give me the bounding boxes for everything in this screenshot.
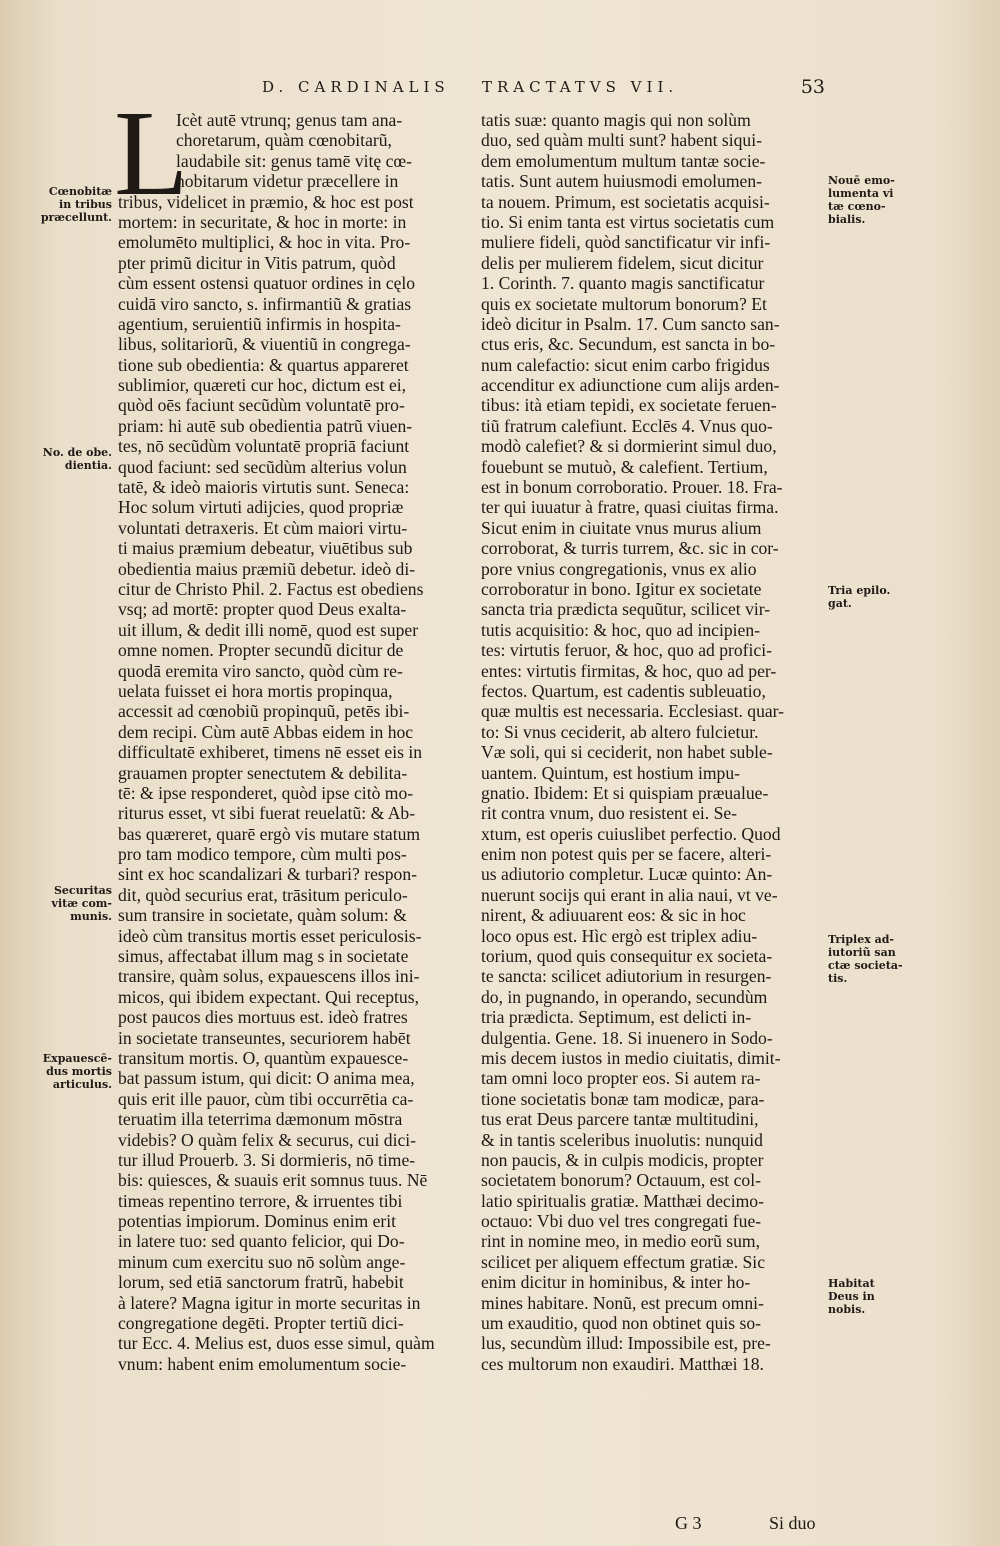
text-line: omne nomen. Propter secundũ dicitur de bbox=[118, 640, 404, 661]
text-line: fectos. Quartum, est cadentis subleuatio, bbox=[481, 680, 766, 701]
text-line: quis ex societate multorum bonorum? Et bbox=[481, 293, 767, 314]
text-line: uit illum, & dedit illi nomē, quod est super bbox=[118, 619, 419, 640]
margin-note-line: ctæ societa- bbox=[828, 959, 903, 972]
text-line: ideò dicitur in Psalm. 17. Cum sancto san- bbox=[481, 313, 780, 334]
text-line: minum cum exercitu suo nō solùm ange- bbox=[118, 1251, 406, 1272]
margin-note-right bbox=[828, 584, 906, 610]
text-line: micos, qui ibidem expectant. Qui receptus, bbox=[118, 986, 419, 1007]
text-line: latio spiritualis gratiæ. Matthæi decimo- bbox=[481, 1190, 764, 1211]
margin-note-line: præcellunt. bbox=[40, 211, 112, 224]
text-line: priam: hi autē sub obedientia patrũ viuen- bbox=[118, 415, 413, 436]
text-line: to: Si vnus ceciderit, ab altero fulcietur. bbox=[481, 721, 759, 742]
text-line: enim non potest quis per se facere, alteri- bbox=[481, 844, 772, 865]
margin-note-line: Securitas bbox=[53, 884, 112, 897]
text-line: vsq; ad mortē: propter quod Deus exalta- bbox=[118, 599, 407, 620]
text-line: tam omni loco propter eos. Si autem ra- bbox=[481, 1068, 761, 1089]
margin-note-right bbox=[828, 174, 906, 226]
text-line: corroboratur in bono. Igitur ex societate bbox=[481, 578, 762, 599]
margin-note-line: articulus. bbox=[52, 1078, 112, 1091]
text-line: potentias impiorum. Dominus enim erit bbox=[118, 1211, 397, 1232]
text-line: voluntati detraxeris. Et cùm maiori virtu- bbox=[118, 517, 408, 538]
margin-note-line: Deus in bbox=[828, 1290, 875, 1303]
text-column-left bbox=[118, 110, 466, 1374]
text-line: accenditur ex adiunctione cum alijs arden- bbox=[481, 375, 780, 396]
text-line: quod faciunt: sed secũdùm alterius volun bbox=[118, 456, 407, 477]
text-line: timeas repentino terrore, & irruentes tibi bbox=[118, 1190, 403, 1211]
text-line: nirent, & adiuuarent eos: & sic in hoc bbox=[481, 905, 746, 926]
margin-note-left bbox=[30, 1052, 112, 1091]
text-line: mortem: in securitate, & hoc in morte: in bbox=[118, 211, 407, 232]
margin-note-line: munis. bbox=[70, 910, 112, 923]
text-line: tē: & ipse responderet, quòd ipse citò mo- bbox=[118, 782, 414, 803]
text-line: citur de Christo Phil. 2. Factus est obediens bbox=[118, 578, 424, 599]
text-line: choretarum, quàm cœnobitarũ, bbox=[176, 130, 392, 151]
text-line: Sicut enim in ciuitate vnus murus alium bbox=[481, 517, 762, 538]
text-line: bat passum istum, qui dicit: O anima mea, bbox=[118, 1068, 415, 1089]
text-line: grauamen propter senectutem & debilita- bbox=[118, 762, 408, 783]
text-line: videbis? O quàm felix & securus, cui dici- bbox=[118, 1129, 417, 1150]
margin-note-left bbox=[30, 446, 112, 472]
margin-note-line: Tria epilo. bbox=[828, 584, 891, 597]
margin-note-line: dientia. bbox=[64, 459, 112, 472]
text-line: sum transire in societate, quàm solum: & bbox=[118, 905, 407, 926]
text-line: corroborat, & turris turrem, &c. sic in cor- bbox=[481, 538, 779, 559]
text-line: societatem bonorum? Octauum, est col- bbox=[481, 1170, 761, 1191]
text-line: sint ex hoc scandalizari & turbari? respon- bbox=[118, 864, 417, 885]
margin-note-line: lumenta vi bbox=[828, 187, 894, 200]
text-line: pro tam modico tempore, cùm multi pos- bbox=[118, 844, 407, 865]
text-line: pore vnius congregationis, vnus ex alio bbox=[481, 558, 757, 579]
text-line: rint in nomine meo, in medio eorũ sum, bbox=[481, 1231, 761, 1252]
text-line: uantem. Quintum, est hostium impu- bbox=[481, 762, 741, 783]
margin-note-line: bialis. bbox=[828, 213, 866, 226]
margin-note-line: Nouē emo- bbox=[828, 174, 895, 187]
text-line: do, in pugnando, in operando, secundùm bbox=[481, 986, 768, 1007]
text-line: xtum, est operis cuiuslibet perfectio. Quod bbox=[481, 823, 781, 844]
running-head-right: TRACTATVS VII. bbox=[482, 78, 679, 96]
text-line: riturus esset, vt sibi fuerat reuelatũ: & Ab- bbox=[118, 803, 416, 824]
text-line: in societate transeuntes, securiorem habēt bbox=[118, 1027, 411, 1048]
text-line: tur illud Prouerb. 3. Si dormieris, nō time- bbox=[118, 1149, 416, 1170]
text-line: um exauditio, quod non obtinet quis so- bbox=[481, 1313, 762, 1334]
margin-note-line: No. de obe. bbox=[42, 446, 112, 459]
text-line: muliere fideli, quòd sanctificatur vir infi- bbox=[481, 232, 771, 253]
text-line: nuerunt socijs qui erant in alia naui, vt ve- bbox=[481, 884, 778, 905]
text-line: tutis acquisitio: & hoc, quo ad incipien- bbox=[481, 619, 761, 640]
text-line: dit, quòd securius erat, trāsitum periculo- bbox=[118, 884, 408, 905]
text-line: tibus: ità etiam tepidi, ex societate feruen- bbox=[481, 395, 777, 416]
text-line: quodā eremita viro sancto, quòd cùm re- bbox=[118, 660, 403, 681]
text-line: tes: virtutis feruor, & hoc, quo ad profici- bbox=[481, 640, 772, 661]
text-line: transire, quàm solus, expauescens illos ini- bbox=[118, 966, 420, 987]
text-line: fouebunt se mutuò, & calefient. Tertium, bbox=[481, 456, 768, 477]
text-line: cuidā viro sancto, s. infirmantiũ & gratias bbox=[118, 293, 412, 314]
running-head-left: D. CARDINALIS bbox=[262, 78, 450, 96]
text-line: torium, quod quis consequitur ex societa- bbox=[481, 946, 773, 967]
margin-note-line: Triplex ad- bbox=[828, 933, 894, 946]
text-line: uelata fuisset ei hora mortis propinqua, bbox=[118, 680, 393, 701]
margin-note-right bbox=[828, 1277, 906, 1316]
margin-note-line: Cœnobitæ bbox=[48, 185, 112, 198]
catchword: Si duo bbox=[769, 1513, 816, 1533]
signature-mark: G 3 bbox=[675, 1513, 702, 1533]
text-line: tria prædicta. Septimum, est delicti in- bbox=[481, 1007, 752, 1028]
text-line: dulgentia. Gene. 18. Si inuenero in Sodo- bbox=[481, 1027, 773, 1048]
text-line: ti maius præmium debeatur, viuētibus sub bbox=[118, 538, 413, 559]
text-line: quæ multis est necessaria. Ecclesiast. quar- bbox=[481, 701, 785, 722]
text-line: ces multorum non exaudiri. Matthæi 18. bbox=[481, 1353, 764, 1374]
margin-note-left bbox=[30, 884, 112, 923]
text-line: est in bonum corroboratio. Prouer. 18. Fra- bbox=[481, 477, 783, 498]
text-line: libus, solitariorũ, & viuentiũ in congrega- bbox=[118, 334, 411, 355]
text-line: tatis suæ: quanto magis qui non solùm bbox=[481, 110, 751, 130]
text-line: nobitarum videtur præcellere in bbox=[176, 171, 399, 192]
text-line: loco opus est. Hìc ergò est triplex adiu- bbox=[481, 925, 758, 946]
text-line: scilicet per aliquem effectum gratiæ. Sic bbox=[481, 1251, 766, 1272]
text-line: octauo: Vbi duo vel tres congregati fue- bbox=[481, 1211, 762, 1232]
text-line: lus, secundùm illud: Impossibile est, pre- bbox=[481, 1333, 771, 1354]
signature-line bbox=[675, 1513, 816, 1534]
text-line: tione sub obedientia: & quartus appareret bbox=[118, 354, 409, 375]
text-line: duo, sed quàm multi sunt? habent siqui- bbox=[481, 130, 762, 151]
text-line: obedientia maius præmiũ debetur. ideò di- bbox=[118, 558, 416, 579]
text-line: Væ soli, qui si ceciderit, non habet suble- bbox=[481, 742, 773, 763]
margin-note-line: tis. bbox=[828, 972, 848, 985]
margin-note-line: gat. bbox=[828, 597, 852, 610]
margin-note-line: iutoriũ san bbox=[828, 946, 896, 959]
text-line: cùm essent ostensi quatuor ordines in cęlo bbox=[118, 273, 416, 294]
margin-note-left bbox=[30, 185, 112, 224]
text-line: tes, nō secũdùm voluntatē propriā faciunt bbox=[118, 436, 410, 457]
margin-note-line: dus mortis bbox=[46, 1065, 112, 1078]
text-line: congregatione degēti. Propter tertiũ dici- bbox=[118, 1313, 404, 1334]
text-line: tribus, videlicet in præmio, & hoc est post bbox=[118, 191, 414, 212]
text-line: transitum mortis. O, quantùm expauesce- bbox=[118, 1047, 409, 1068]
text-line: tur Ecc. 4. Melius est, duos esse simul, quàm bbox=[118, 1333, 435, 1354]
text-line: us adiutorio completur. Lucæ quinto: An- bbox=[481, 864, 773, 885]
text-line: modò calefiet? & si dormierint simul duo, bbox=[481, 436, 777, 457]
text-line: rit contra vnum, duo resistent ei. Se- bbox=[481, 803, 738, 824]
text-line: teruatim illa teterrima dæmonum mōstra bbox=[118, 1109, 403, 1130]
margin-note-line: vitæ com- bbox=[51, 897, 112, 910]
text-line: agentium, seruientiũ infirmis in hospita- bbox=[118, 313, 401, 334]
text-line: bas quæreret, quarē ergò vis mutare statum bbox=[118, 823, 421, 844]
text-line: gnatio. Ibidem: Et si quispiam præualue- bbox=[481, 782, 769, 803]
text-line: tiũ fratrum calefiunt. Ecclēs 4. Vnus quo- bbox=[481, 415, 773, 436]
text-line: dem recipi. Cùm autē Abbas eidem in hoc bbox=[118, 721, 414, 742]
text-line: sancta tria prædicta sequũtur, scilicet vir- bbox=[481, 599, 771, 620]
text-line: vnum: habent enim emolumentum socie- bbox=[118, 1353, 407, 1374]
text-line: Hoc solum virtuti adijcies, quod propriæ bbox=[118, 497, 404, 518]
text-line: tus erat Deus parcere tantæ multitudini, bbox=[481, 1109, 759, 1130]
text-line: te sancta: scilicet adiutorium in resurgen- bbox=[481, 966, 772, 987]
text-line: mis decem iustos in medio ciuitatis, dimit- bbox=[481, 1047, 781, 1068]
text-line: tione societatis bonæ tam modicæ, para- bbox=[481, 1088, 765, 1109]
text-line: ctus eris, &c. Secundum, est sancta in bo- bbox=[481, 334, 776, 355]
text-line: post paucos dies mortuus est. ideò fratres bbox=[118, 1007, 408, 1028]
text-line: accessit ad cœnobiũ propinquũ, petēs ibi- bbox=[118, 701, 410, 722]
text-line: non paucis, & in culpis modicis, propter bbox=[481, 1149, 764, 1170]
text-line: mines habitare. Nonũ, est precum omni- bbox=[481, 1292, 764, 1313]
text-line: quòd oēs faciunt secũdùm voluntatē pro- bbox=[118, 395, 405, 416]
text-line: lorum, sed etiā sanctorum fratrũ, habebit bbox=[118, 1272, 404, 1293]
margin-note-line: tæ cœno- bbox=[828, 200, 886, 213]
text-line: difficultatē exhiberet, timens nē esset eis in bbox=[118, 742, 423, 763]
page-number: 53 bbox=[800, 76, 825, 98]
text-line: in latere tuo: sed quanto felicior, qui Do- bbox=[118, 1231, 405, 1252]
text-line: ter qui iuuatur à fratre, quasi ciuitas firma. bbox=[481, 497, 779, 518]
text-line: enim dicitur in hominibus, & inter ho- bbox=[481, 1272, 751, 1293]
text-line: bis: quiesces, & suauis erit somnus tuus. Nē bbox=[118, 1170, 428, 1191]
text-line: tatē, & ideò maioris virtutis sunt. Seneca: bbox=[118, 477, 410, 498]
text-line: & in tantis sceleribus inuolutis: nunquid bbox=[481, 1129, 763, 1150]
text-line: 1. Corinth. 7. quanto magis sanctificatur bbox=[481, 273, 765, 294]
text-line: emolumēto multiplici, & hoc in vita. Pro- bbox=[118, 232, 411, 253]
text-line: entes: virtutis firmitas, & hoc, quo ad per- bbox=[481, 660, 777, 681]
margin-note-line: in tribus bbox=[59, 198, 112, 211]
text-line: Icèt autē vtrunq; genus tam ana- bbox=[176, 110, 403, 130]
text-line: ta nouem. Primum, est societatis acquisi- bbox=[481, 191, 770, 212]
margin-note-right bbox=[828, 933, 906, 985]
text-column-right bbox=[481, 110, 824, 1374]
margin-note-line: Expauescē- bbox=[42, 1052, 112, 1065]
margin-note-line: Habitat bbox=[828, 1277, 875, 1290]
text-line: sublimior, quæreti cur hoc, dictum est ei, bbox=[118, 375, 407, 396]
text-line: num calefactio: sicut enim carbo frigidus bbox=[481, 354, 770, 375]
text-line: tio. Si enim tanta est virtus societatis cum bbox=[481, 211, 775, 232]
text-line: delis per mulierem fidelem, sicut dicitur bbox=[481, 252, 764, 273]
text-line: laudabile sit: genus tamē vitę cœ- bbox=[176, 150, 412, 171]
text-line: dem emolumentum multum tantæ socie- bbox=[481, 150, 766, 171]
text-line: ideò cùm transitus mortis esset periculosis- bbox=[118, 925, 422, 946]
text-line: tatis. Sunt autem huiusmodi emolumen- bbox=[481, 171, 762, 192]
text-line: simus, affectabat illum mag s in societate bbox=[118, 946, 409, 967]
margin-note-line: nobis. bbox=[828, 1303, 866, 1316]
text-line: quis erit ille pauor, cùm tibi occurrētia ca- bbox=[118, 1088, 414, 1109]
text-line: pter primũ dicitur in Vitis patrum, quòd bbox=[118, 252, 396, 273]
drop-cap: L bbox=[114, 86, 189, 221]
text-line: à latere? Magna igitur in morte securitas in bbox=[118, 1292, 421, 1313]
